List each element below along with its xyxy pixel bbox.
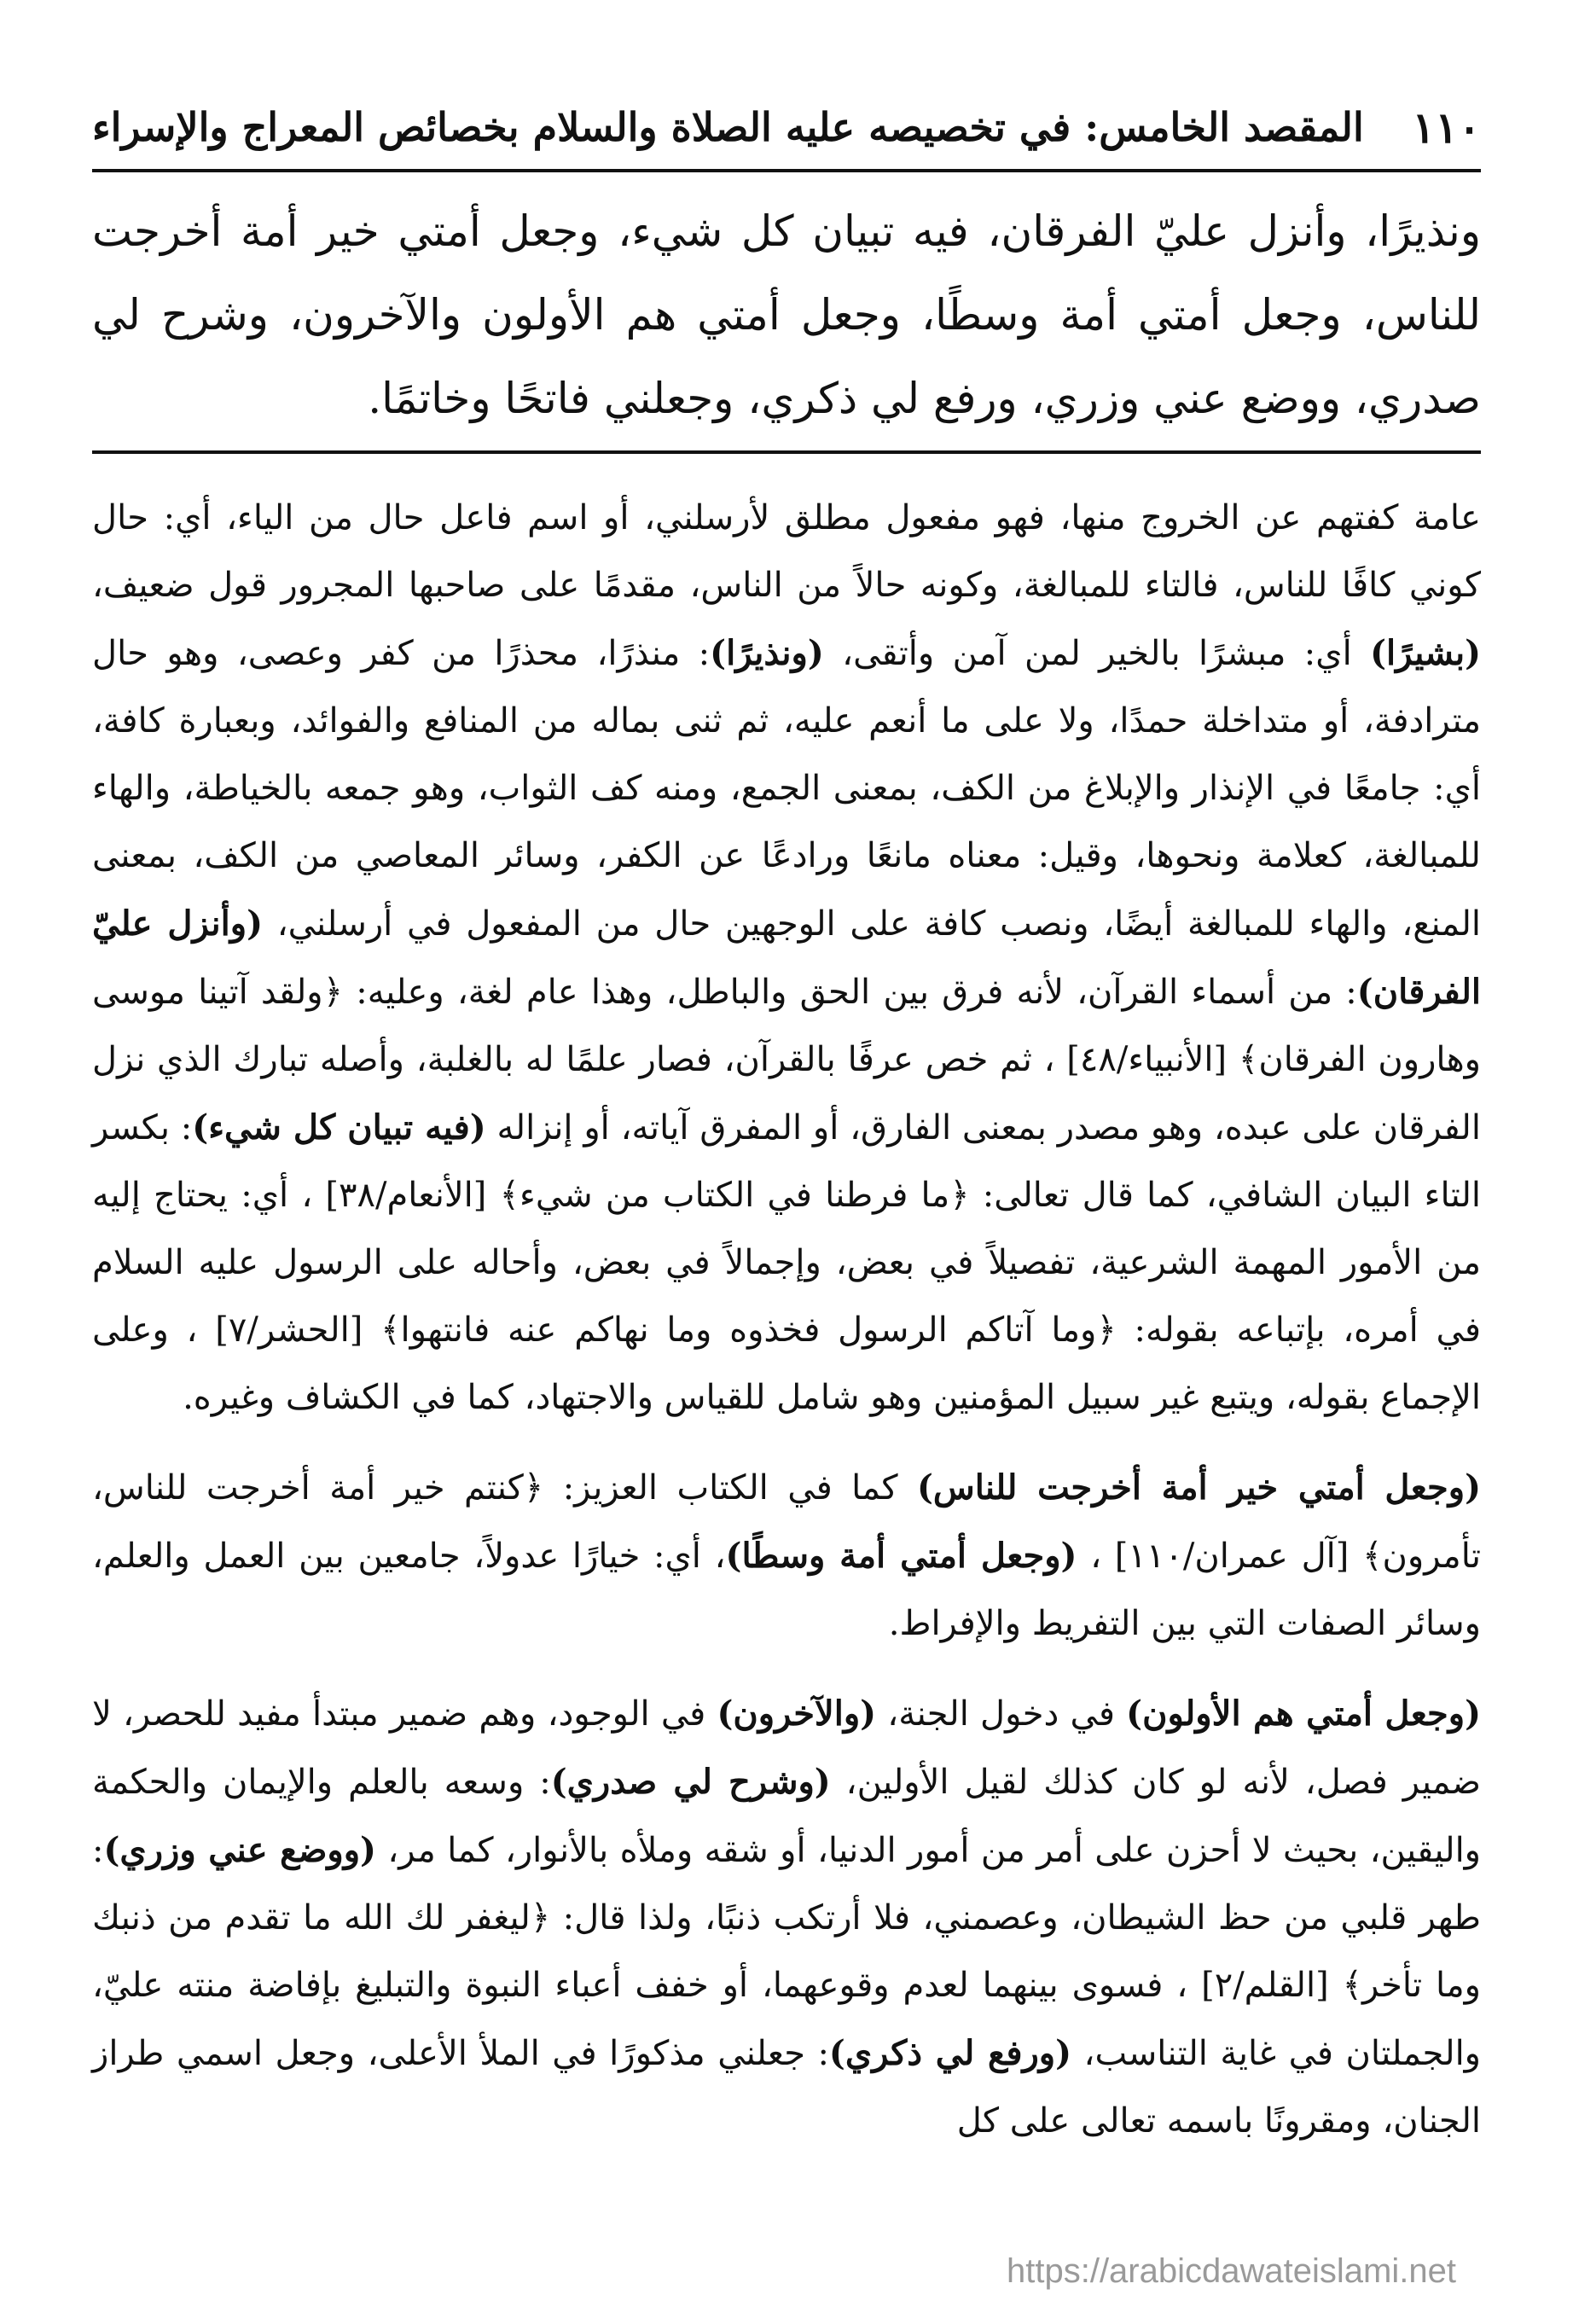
commentary-text: : منذرًا، محذرًا من كفر وعصى، وهو حال مترادفة، أو متداخلة حمدًا، ولا على ما أنعم عليه، ثم ثنى بماله من المنافع والفوائد، وبعبارة كافة، أي: جامعًا في الإنذار والإبلاغ من الكف، بمعنى الجمع، ومنه كف الثواب، وهو جمعه بالخياطة، والهاء للمبالغة، كعلامة ونحوها، وقيل: معناه مانعًا ورادعًا عن الكفر، وسائر المعاصي من الكف، بمعنى المنع، والهاء للمبالغة أيضًا، ونصب كافة على الوجهين حال من المفعول في أرسلني، bbox=[92, 634, 1482, 944]
quoted-phrase: (فيه تبيان كل شيء) bbox=[192, 1107, 486, 1147]
quoted-phrase: (ورفع لي ذكري) bbox=[828, 2033, 1072, 2073]
quoted-phrase: (وشرح لي صدري) bbox=[550, 1762, 831, 1802]
commentary-text: : بكسر التاء البيان الشافي، كما قال تعالى: ﴿ما فرطنا في الكتاب من شيء﴾ [الأنعام/٣٨] ، أي: يحتاج إليه من الأمور المهمة الشرعية، تفصيلاً في بعض، وإجمالاً في بعض، وأحاله على الرسول عليه السلام في أمره، بإتباعه بقوله: ﴿وما آتاكم الرسول فخذوه وما نهاكم عنه فانتهوا﴾ [الحشر/٧] ، وعلى الإجماع بقوله، ويتبع غير سبيل المؤمنين وهو شامل للقياس والاجتهاد، كما في الكشاف وغيره. bbox=[92, 1108, 1482, 1417]
quoted-phrase: (وجعل أمتي أمة وسطًا) bbox=[725, 1536, 1077, 1576]
page-number: ١١٠ bbox=[1412, 102, 1481, 153]
commentary-paragraph-2 bbox=[92, 1454, 1481, 1658]
commentary-text: عامة كفتهم عن الخروج منها، فهو مفعول مطلق لأرسلني، أو اسم فاعل حال من الياء، أي: حال كوني كافًا للناس، فالتاء للمبالغة، وكونه حالاً من الناس، مقدمًا على صاحبها المجرور قول ضعيف، bbox=[92, 498, 1481, 605]
hadith-paragraph: ونذيرًا، وأنزل عليّ الفرقان، فيه تبيان كل شيء، وجعل أمتي خير أمة أخرجت للناس، وجعل أمتي أمة وسطًا، وجعل أمتي هم الأولون والآخرون، وشرح لي صدري، ووضع عني وزري، ورفع لي ذكري، وجعلني فاتحًا وخاتمًا. bbox=[92, 206, 1481, 423]
hadith-text bbox=[92, 189, 1481, 440]
commentary-text: ، أي: خيارًا عدولاً، جامعين بين العمل والعلم، وسائر الصفات التي بين التفريط والإفراط. bbox=[92, 1537, 1481, 1643]
commentary-text: : طهر قلبي من حظ الشيطان، وعصمني، فلا أرتكب ذنبًا، ولذا قال: ﴿ليغفر لك الله ما تقدم من ذنبك وما تأخر﴾ [القلم/٢] ، فسوى بينهما لعدم وقوعهما، أو خفف أعباء النبوة والتبليغ بإفاضة منته عليّ، والجملتان في غاية التناسب، bbox=[92, 1831, 1481, 2073]
commentary-text: : وسعه بالعلم والإيمان والحكمة واليقين، بحيث لا أحزن على أمر من أمور الدنيا، أو شقه وملأه بالأنوار، كما مر، bbox=[92, 1763, 1482, 1870]
commentary-text: أي: مبشرًا بالخير لمن آمن وأتقى، bbox=[823, 634, 1371, 673]
quoted-phrase: (والآخرون) bbox=[717, 1694, 877, 1734]
header-divider bbox=[92, 169, 1481, 172]
commentary-text: : من أسماء القرآن، لأنه فرق بين الحق والباطل، وهذا عام لغة، وعليه: ﴿ولقد آتينا موسى وهارون الفرقان﴾ [الأنبياء/٤٨] ، ثم خص عرفًا بالقرآن، فصار علمًا له بالغلبة، وأصله تبارك الذي نزل الفرقان على عبده، وهو مصدر بمعنى الفارق، أو المفرق آياته، أو إنزاله bbox=[92, 973, 1482, 1147]
quoted-phrase: (ونذيرًا) bbox=[710, 633, 824, 673]
commentary-paragraph-1 bbox=[92, 485, 1481, 1432]
quoted-phrase: (وجعل أمتي هم الأولون) bbox=[1126, 1694, 1481, 1734]
source-watermark: https://arabicdawateislami.net bbox=[1007, 2252, 1456, 2290]
page-header bbox=[92, 94, 1481, 160]
commentary-paragraph-3 bbox=[92, 1680, 1481, 2155]
running-title: المقصد الخامس: في تخصيصه عليه الصلاة والسلام بخصائص المعراج والإسراء bbox=[92, 104, 1364, 150]
commentary-text: : جعلني مذكورًا في الملأ الأعلى، وجعل اسمي طراز الجنان، ومقرونًا باسمه تعالى على كل bbox=[92, 2034, 1481, 2141]
commentary-text: في دخول الجنة، bbox=[876, 1694, 1127, 1734]
quoted-phrase: (بشيرًا) bbox=[1370, 633, 1481, 673]
commentary bbox=[92, 485, 1481, 2155]
commentary-divider bbox=[92, 450, 1481, 454]
quoted-phrase: (وأنزل عليّ الفرقان) bbox=[92, 903, 1482, 1012]
commentary-text: كما في الكتاب العزيز: ﴿كنتم خير أمة أخرجت للناس، تأمرون﴾ [آل عمران/١١٠] ، bbox=[92, 1468, 1482, 1576]
quoted-phrase: (وجعل أمتي خير أمة أخرجت للناس) bbox=[916, 1467, 1481, 1508]
commentary-text: في الوجود، وهم ضمير مبتدأ مفيد للحصر، لا ضمير فصل، لأنه لو كان كذلك لقيل الأولين، bbox=[92, 1694, 1481, 1802]
quoted-phrase: (ووضع عني وزري) bbox=[103, 1830, 376, 1870]
